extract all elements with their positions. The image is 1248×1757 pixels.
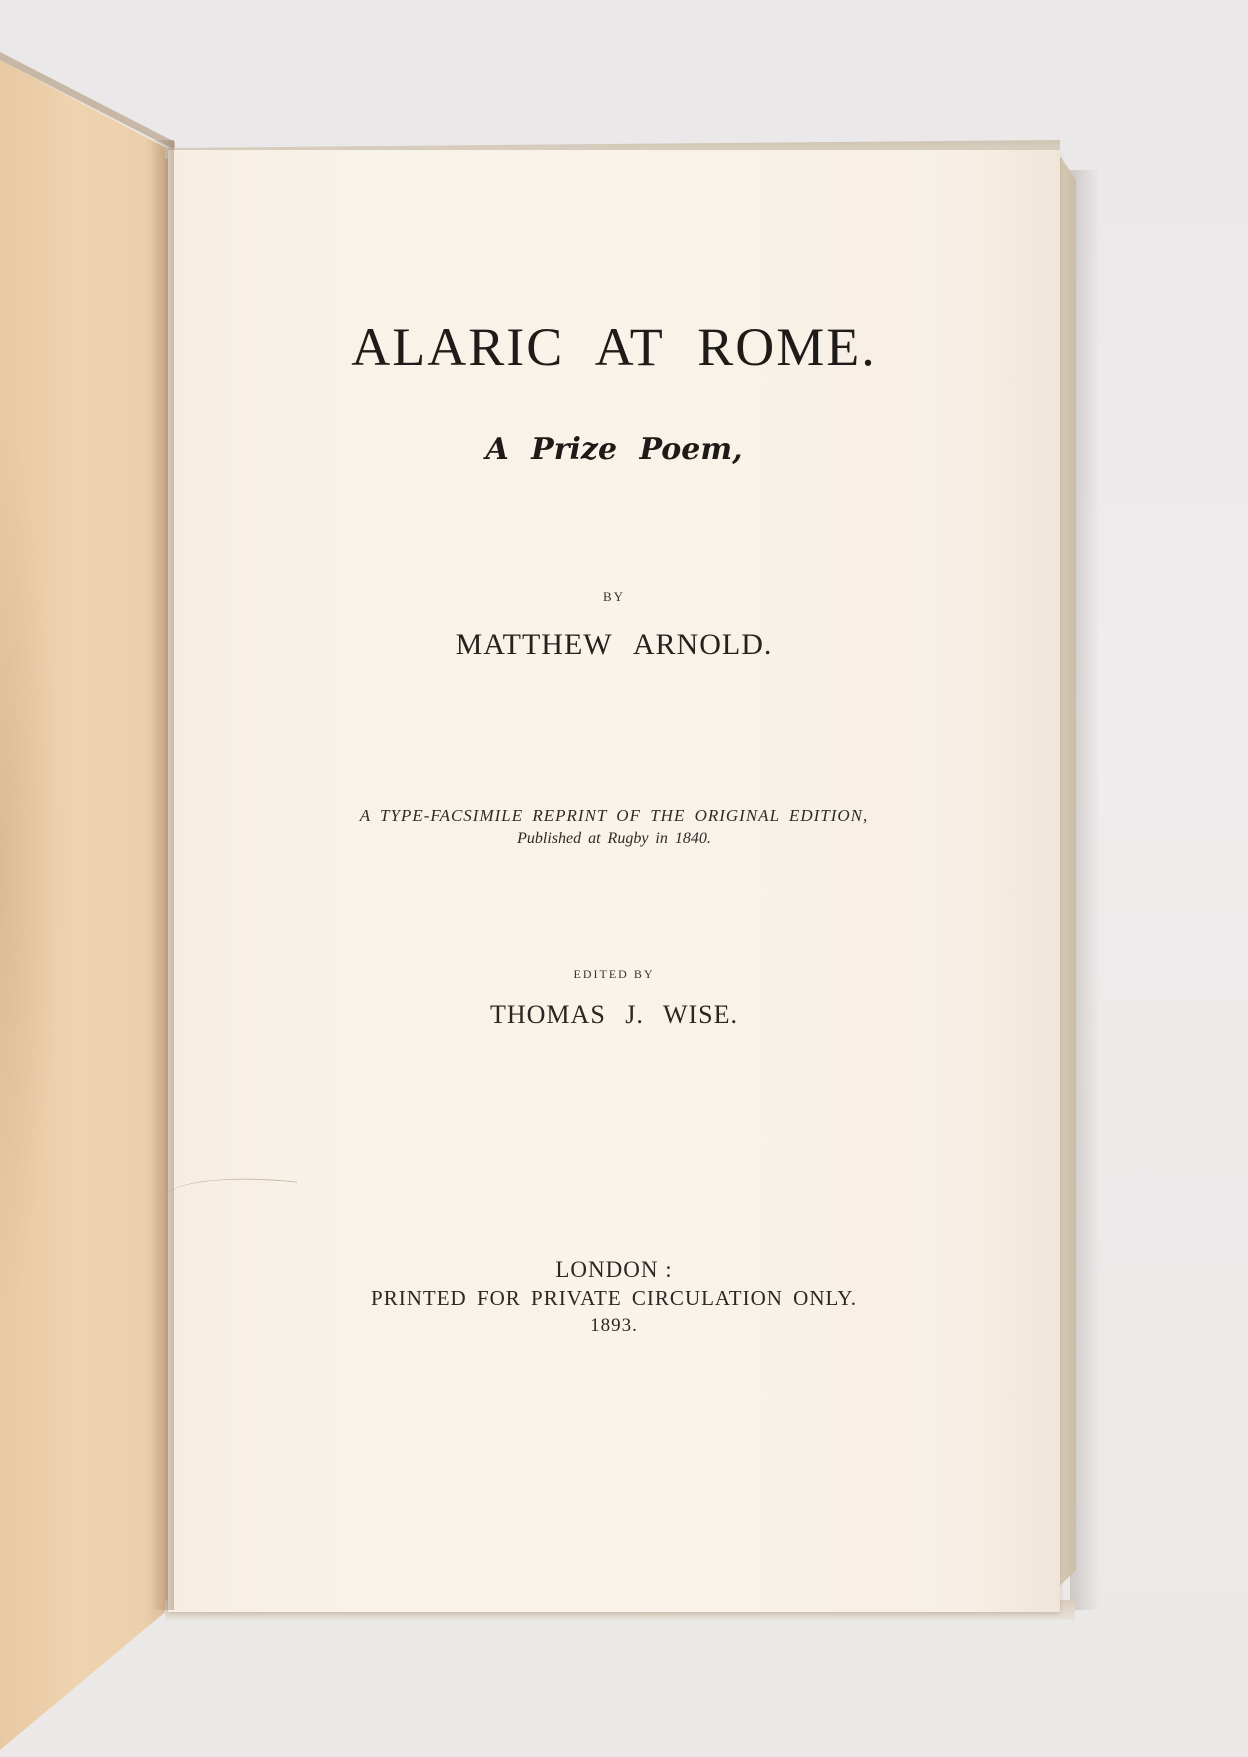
publication-note: Published at Rugby in 1840. bbox=[517, 830, 711, 847]
imprint-place: LONDON : bbox=[555, 1257, 673, 1282]
author-name: MATTHEW ARNOLD. bbox=[455, 628, 773, 661]
book-title: ALARIC AT ROME. bbox=[351, 317, 877, 377]
imprint-statement: PRINTED FOR PRIVATE CIRCULATION ONLY. bbox=[371, 1286, 857, 1310]
endpaper-stain bbox=[0, 420, 60, 1320]
edited-by-label: EDITED BY bbox=[573, 967, 655, 981]
by-label: BY bbox=[602, 589, 626, 604]
reprint-note: A TYPE-FACSIMILE REPRINT OF THE ORIGINAL EDITION, bbox=[359, 806, 869, 825]
book-subtitle: A Prize Poem, bbox=[485, 432, 743, 467]
editor-name: THOMAS J. WISE. bbox=[490, 1000, 738, 1029]
imprint-year: 1893. bbox=[590, 1315, 638, 1336]
